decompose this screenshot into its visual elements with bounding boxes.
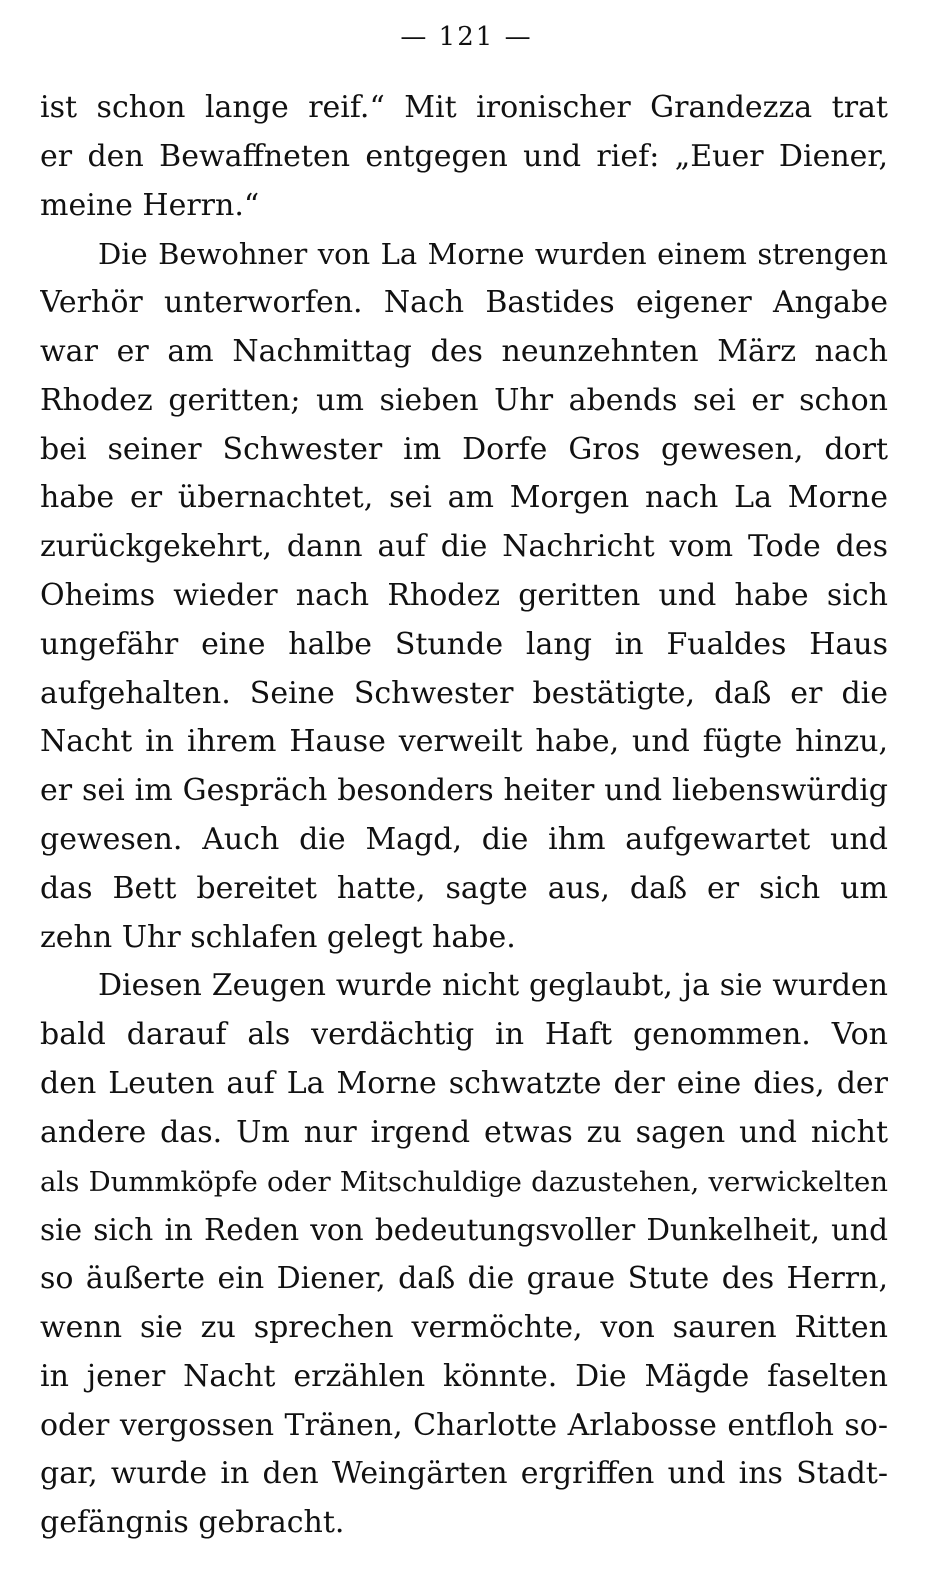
text-line: zurückgekehrt, dann auf die Nachricht vom Tode des	[40, 529, 888, 565]
text-line: gar, wurde in den Weingärten ergriffen und ins Stadt-	[40, 1456, 888, 1492]
text-line: Die Bewohner von La Morne wurden einem strengen	[98, 237, 888, 272]
text-line: bald darauf als verdächtig in Haft genommen. Von	[40, 1017, 888, 1053]
text-line: ungefähr eine halbe Stunde lang in Fualdes Haus	[40, 626, 888, 662]
text-line: in jener Nacht erzählen könnte. Die Mägde faselten	[40, 1358, 888, 1394]
text-line: Nacht in ihrem Hause verweilt habe, und fügte hinzu,	[40, 724, 888, 760]
text-line: als Dummköpfe oder Mitschuldige dazustehen, verwickelten	[40, 1165, 888, 1198]
text-line: ist schon lange reif.“ Mit ironischer Grandezza trat	[40, 90, 888, 125]
text-line: gefängnis gebracht.	[40, 1505, 345, 1541]
text-line: Verhör unterworfen. Nach Bastides eigener Angabe	[40, 285, 888, 321]
text-line: war er am Nachmittag des neunzehnten März nach	[40, 333, 888, 369]
text-line: den Leuten auf La Morne schwatzte der eine dies, der	[40, 1065, 888, 1101]
text-line: sie sich in Reden von bedeutungsvoller Dunkelheit, und	[40, 1213, 888, 1248]
text-line: Diesen Zeugen wurde nicht geglaubt, ja sie wurden	[98, 968, 888, 1004]
text-line: er den Bewaffneten entgegen und rief: „Euer Diener,	[40, 138, 888, 174]
body-text	[40, 84, 888, 1548]
text-line: das Bett bereitet hatte, sagte aus, daß er sich um	[40, 870, 888, 906]
text-line: Oheims wieder nach Rhodez geritten und habe sich	[40, 577, 888, 613]
text-line: meine Herrn.“	[40, 187, 260, 223]
text-line: aufgehalten. Seine Schwester bestätigte, daß er die	[40, 675, 888, 711]
text-line: so äußerte ein Diener, daß die graue Stute des Herrn,	[40, 1261, 888, 1297]
text-line: bei seiner Schwester im Dorfe Gros gewesen, dort	[40, 431, 888, 467]
page-number: — 121 —	[400, 22, 533, 52]
text-line: zehn Uhr schlafen gelegt habe.	[40, 919, 516, 955]
text-line: er sei im Gespräch besonders heiter und liebenswürdig	[40, 773, 888, 809]
text-line: wenn sie zu sprechen vermöchte, von sauren Ritten	[40, 1309, 888, 1345]
text-line: Rhodez geritten; um sieben Uhr abends sei er schon	[40, 382, 888, 418]
text-line: habe er übernachtet, sei am Morgen nach La Morne	[40, 480, 888, 516]
text-line: oder vergossen Tränen, Charlotte Arlabosse entfloh so-	[40, 1407, 888, 1443]
text-line: gewesen. Auch die Magd, die ihm aufgewartet und	[40, 821, 888, 857]
text-line: andere das. Um nur irgend etwas zu sagen und nicht	[40, 1114, 888, 1150]
